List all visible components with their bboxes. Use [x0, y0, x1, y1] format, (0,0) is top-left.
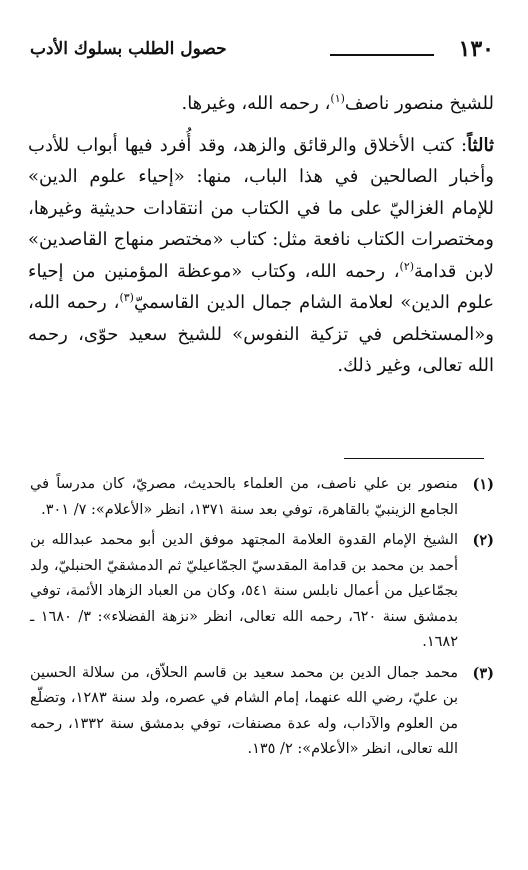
continuation-text: للشيخ منصور ناصف: [344, 93, 494, 114]
footnote-number: (٢): [472, 532, 494, 549]
footnote-1: [30, 472, 494, 523]
footnote-text: منصور بن علي ناصف، من العلماء بالحديث، مصريّ، كان مدرساً في الجامع الزينبيّ بالقاهرة، توفي بعد سنة ١٣٧١، انظر «الأعلام»: ٧/ ٣٠١.: [30, 476, 458, 518]
footnote-number: (١): [472, 476, 494, 493]
continuation-paragraph: [28, 88, 494, 120]
main-text: [28, 88, 494, 382]
footnote-3: [30, 661, 494, 763]
header-rule: [330, 54, 434, 56]
footnote-separator: [344, 458, 484, 459]
footnote-text: محمد جمال الدين بن محمد سعيد بن قاسم الحلاّق، من سلالة الحسين بن عليّ، رضي الله عنهما، إمام الشام في عصره، ولد سنة ١٢٨٣، وتضلّع من العلوم والآداب، وله عدة مصنفات، توفي بدمشق سنة ١٣٣٢، رحمه الله تعالى، انظر «الأعلام»: ٢/ ١٣٥.: [30, 664, 458, 757]
footnote-ref-3: (٣): [119, 291, 134, 304]
footnote-text: الشيخ الإمام القدوة العلامة المجتهد موفق الدين أبو محمد عبدالله بن أحمد بن محمد بن قدامة المقدسيّ الجمّاعيليّ ثم الدمشقيّ الحنبليّ، ولد بجمّاعيل من أعمال نابلس سنة ٥٤١، وكان من العباد الزهاد الأئمة، توفي بدمشق سنة ٦٢٠، رحمه الله تعالى، انظر «نزهة الفضلاء»: ٣/ ١٦٨٠ ـ ١٦٨٢.: [30, 532, 458, 650]
footnote-2: [30, 528, 494, 656]
footnote-number: (٣): [472, 664, 494, 682]
section-paragraph: [28, 130, 494, 382]
footnotes: [30, 472, 494, 768]
page-header: [30, 36, 494, 66]
paragraph-text-a: : كتب الأخلاق والرقائق والزهد، وقد أُفرد فيها أبواب للأدب وأخبار الصالحين في هذا الباب، منها: «إحياء علوم الدين» للإمام الغزاليّ على ما في الكتاب من انتقادات حديثية وغيرها، ومختصرات الكتاب نافعة مثل: كتاب «مختصر منهاج القاصدين» لابن قدامة: [28, 134, 495, 282]
page-number: ١٣٠: [458, 36, 494, 62]
item-label: ثالثاً: [467, 134, 494, 156]
footnote-ref-1: (١): [330, 92, 345, 105]
continuation-end: ، رحمه الله، وغيرها.: [181, 93, 331, 114]
paragraph-text-b: ، رحمه الله، وكتاب «موعظة المؤمنين من إحياء علوم الدين» لعلامة الشام جمال الدين القاسميّ: [28, 260, 494, 313]
running-title: حصول الطلب بسلوك الأدب: [30, 39, 227, 59]
paragraph-text-c: ، رحمه الله، و«المستخلص في تزكية النفوس» للشيخ سعيد حوّى، رحمه الله تعالى، وغير ذلك.: [28, 292, 494, 376]
footnote-ref-2: (٢): [399, 259, 415, 273]
